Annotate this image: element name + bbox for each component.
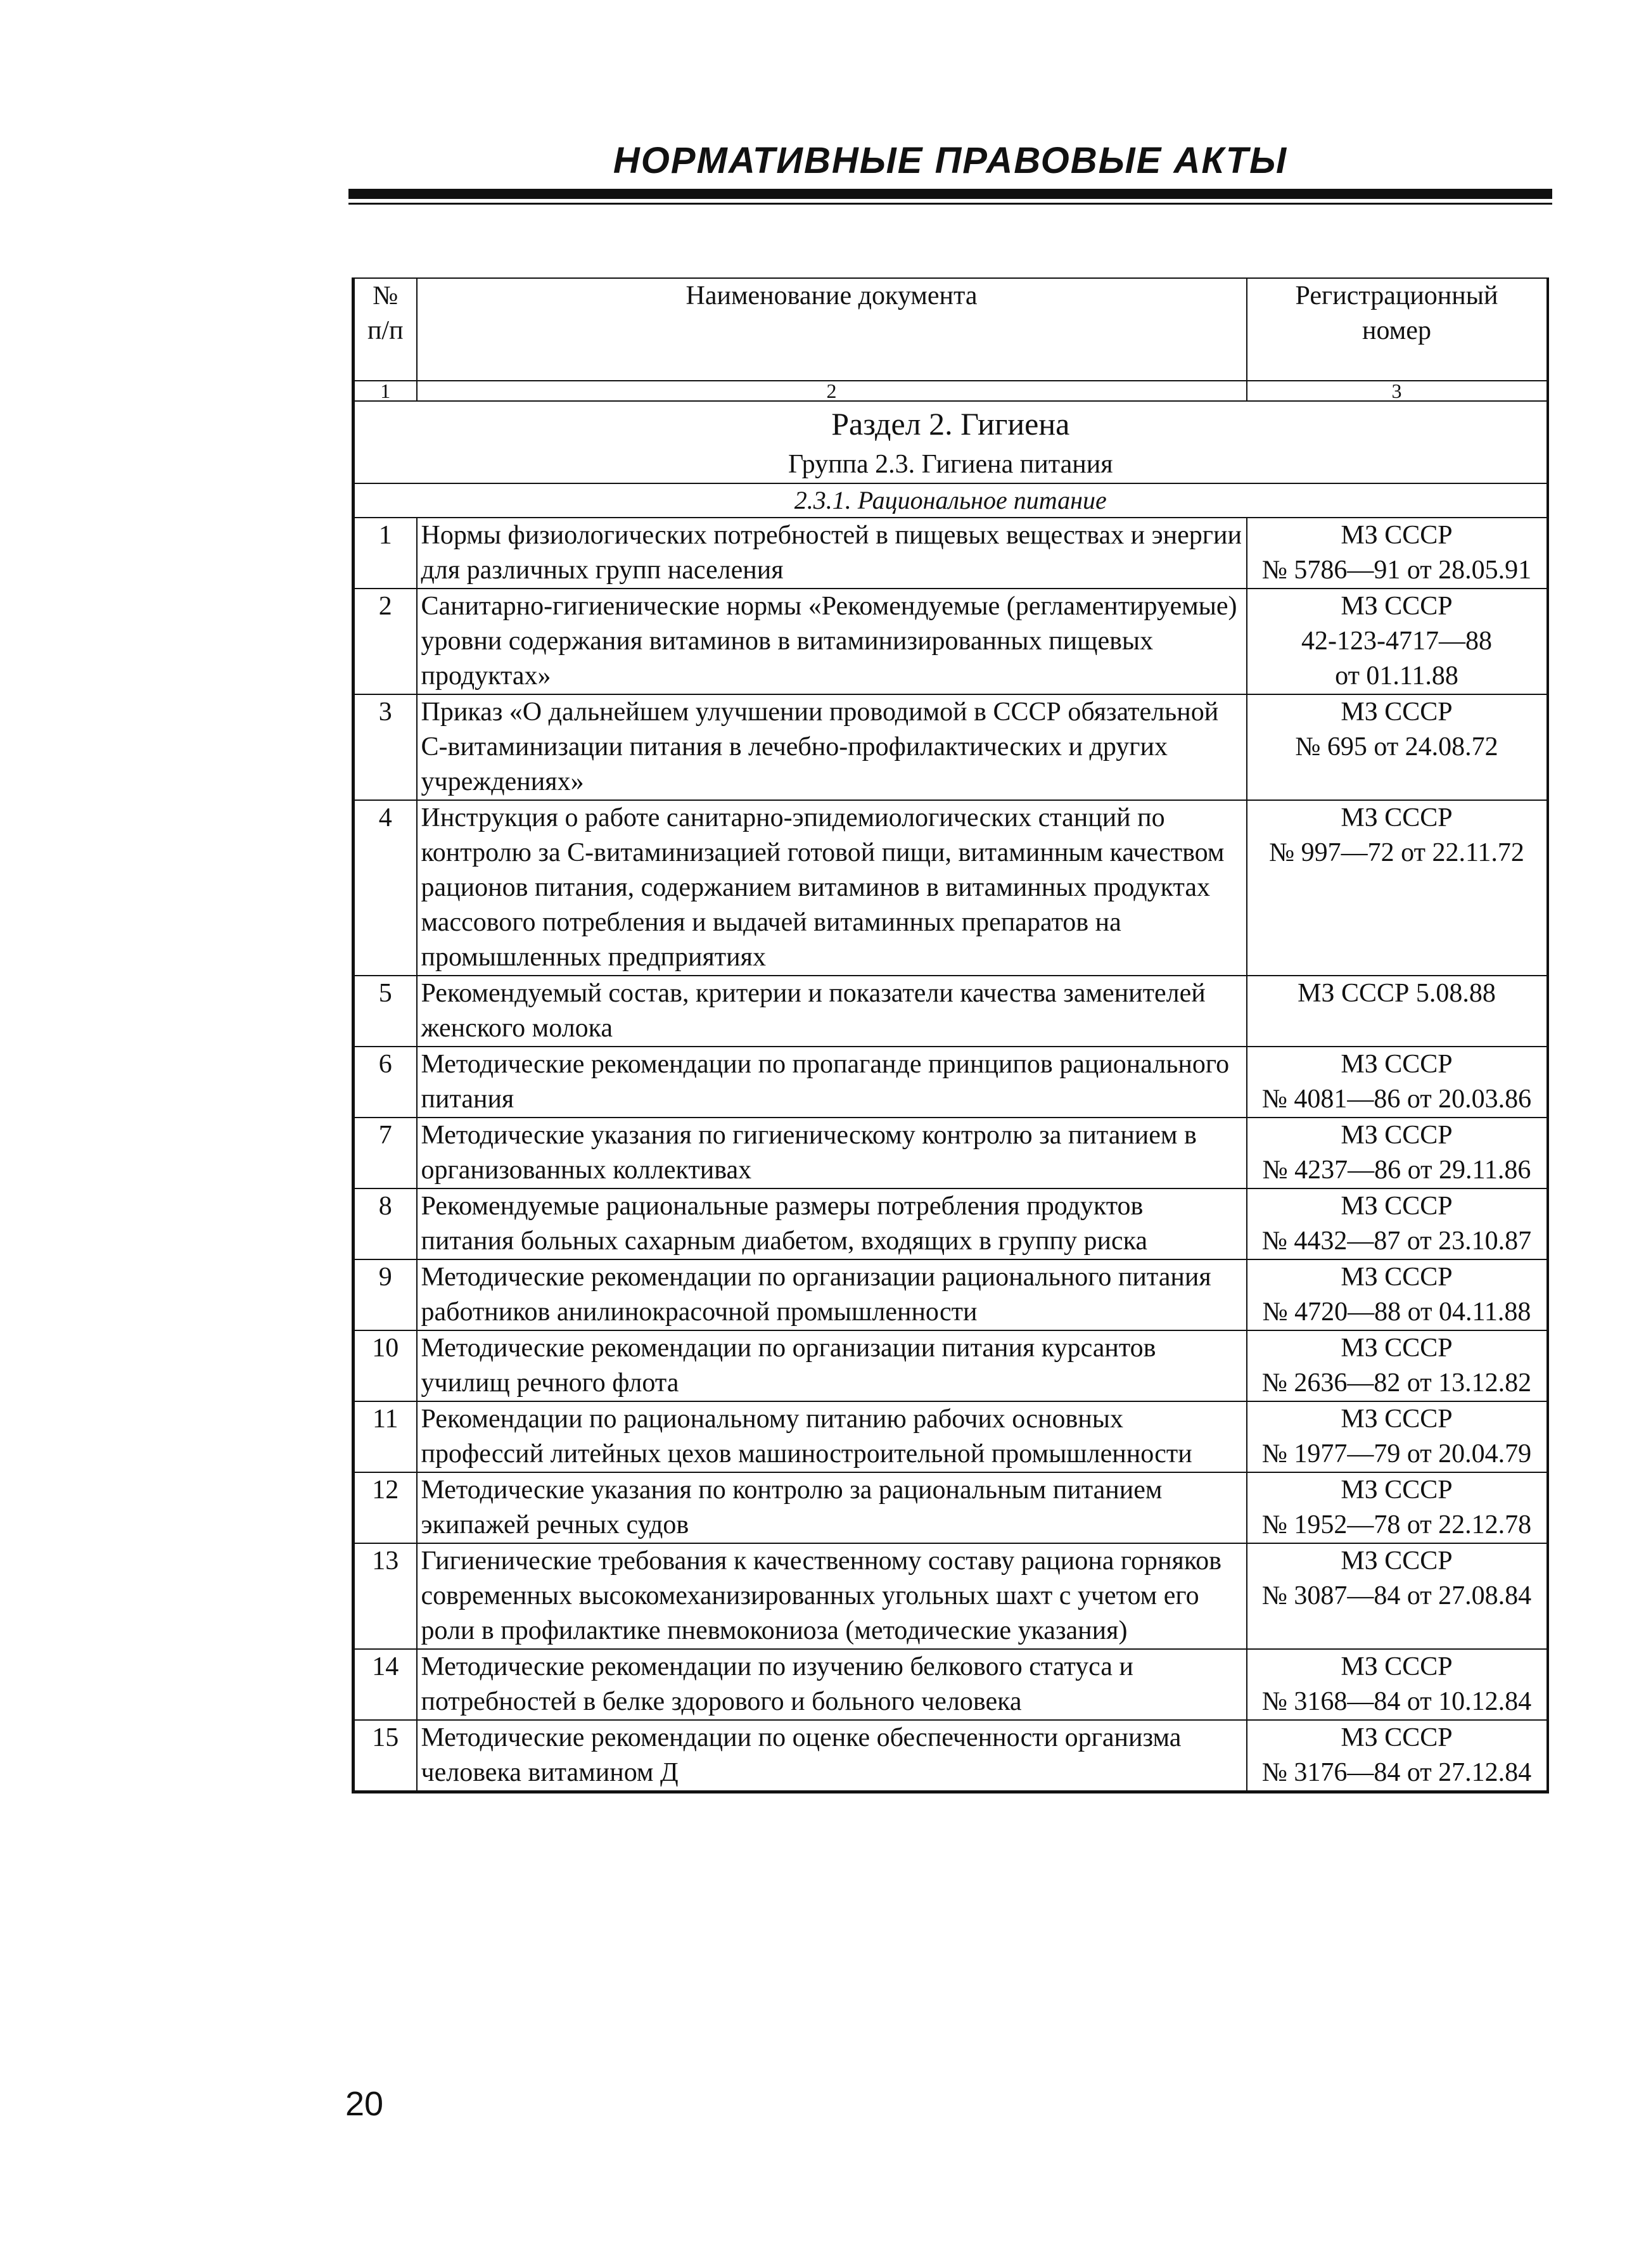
row-registration-number: МЗ СССР № 1977—79 от 20.04.79 (1247, 1401, 1548, 1472)
table-row (354, 1649, 1548, 1720)
row-registration-number: МЗ СССР № 3168—84 от 10.12.84 (1247, 1649, 1548, 1720)
header-rule-thin (348, 203, 1552, 205)
header-rule-thick (348, 189, 1552, 199)
row-document-name: Нормы физиологических потребностей в пищевых веществах и энергии для различных групп населения (417, 518, 1247, 589)
row-document-name: Инструкция о работе санитарно-эпидемиологических станций по контролю за С-витаминизацией готовой пищи, витаминным качеством рационов питания, содержанием витаминов в витаминных продуктах массового потребления и выдачей витаминных препаратов на промышленных предприятиях (417, 800, 1247, 976)
table-row (354, 1401, 1548, 1472)
row-number: 11 (354, 1401, 417, 1472)
table-row (354, 976, 1548, 1047)
documents-table (352, 277, 1549, 1793)
row-document-name: Приказ «О дальнейшем улучшении проводимой в СССР обязательной С-витаминизации питания в лечебно-профилактических и других учреждениях» (417, 694, 1247, 800)
row-number: 12 (354, 1472, 417, 1543)
row-number: 3 (354, 694, 417, 800)
row-document-name: Методические рекомендации по организации рационального питания работников анилинокрасочной промышленности (417, 1259, 1247, 1330)
table-row (354, 1259, 1548, 1330)
table-row (354, 694, 1548, 800)
row-document-name: Рекомендуемый состав, критерии и показатели качества заменителей женского молока (417, 976, 1247, 1047)
table-row (354, 589, 1548, 694)
column-header-name: Наименование документа (417, 278, 1247, 381)
row-registration-number: МЗ СССР № 4081—86 от 20.03.86 (1247, 1047, 1548, 1118)
table-header-row (354, 278, 1548, 381)
table-row (354, 1543, 1548, 1649)
row-document-name: Рекомендуемые рациональные размеры потребления продуктов питания больных сахарным диабетом, входящих в группу риска (417, 1188, 1247, 1259)
page-header-title: НОРМАТИВНЫЕ ПРАВОВЫЕ АКТЫ (613, 140, 1288, 181)
table-row (354, 1118, 1548, 1188)
row-registration-number: МЗ СССР № 695 от 24.08.72 (1247, 694, 1548, 800)
column-number-row (354, 381, 1548, 401)
row-registration-number: МЗ СССР № 4237—86 от 29.11.86 (1247, 1118, 1548, 1188)
documents-table-body (354, 278, 1548, 1792)
page-number: 20 (345, 2085, 384, 2123)
row-registration-number: МЗ СССР № 4720—88 от 04.11.88 (1247, 1259, 1548, 1330)
row-number: 10 (354, 1330, 417, 1401)
section-row (354, 401, 1548, 483)
row-registration-number: МЗ СССР № 3176—84 от 27.12.84 (1247, 1720, 1548, 1792)
row-number: 9 (354, 1259, 417, 1330)
column-number-1: 1 (354, 381, 417, 401)
row-number: 13 (354, 1543, 417, 1649)
row-document-name: Методические указания по гигиеническому контролю за питанием в организованных коллективах (417, 1118, 1247, 1188)
row-number: 15 (354, 1720, 417, 1792)
row-document-name: Рекомендации по рациональному питанию рабочих основных профессий литейных цехов машиностроительной промышленности (417, 1401, 1247, 1472)
row-registration-number: МЗ СССР 5.08.88 (1247, 976, 1548, 1047)
row-number: 6 (354, 1047, 417, 1118)
subgroup-row (354, 483, 1548, 518)
row-number: 7 (354, 1118, 417, 1188)
row-registration-number: МЗ СССР № 2636—82 от 13.12.82 (1247, 1330, 1548, 1401)
row-number: 5 (354, 976, 417, 1047)
row-document-name: Методические рекомендации по оценке обеспеченности организма человека витамином Д (417, 1720, 1247, 1792)
section-title: Раздел 2. Гигиена (831, 406, 1070, 442)
table-row (354, 1472, 1548, 1543)
table-row (354, 1720, 1548, 1792)
column-header-number: № п/п (354, 278, 417, 381)
row-number: 4 (354, 800, 417, 976)
row-number: 2 (354, 589, 417, 694)
column-number-2: 2 (417, 381, 1247, 401)
group-title: Группа 2.3. Гигиена питания (788, 450, 1113, 479)
column-header-reg: Регистрационный номер (1247, 278, 1548, 381)
row-number: 8 (354, 1188, 417, 1259)
row-document-name: Санитарно-гигиенические нормы «Рекомендуемые (регламентируемые) уровни содержания витаминов в витаминизированных пищевых продуктах» (417, 589, 1247, 694)
row-registration-number: МЗ СССР № 997—72 от 22.11.72 (1247, 800, 1548, 976)
subgroup-title: 2.3.1. Рациональное питание (354, 483, 1548, 518)
table-row (354, 1188, 1548, 1259)
row-document-name: Методические рекомендации по изучению белкового статуса и потребностей в белке здорового и больного человека (417, 1649, 1247, 1720)
row-document-name: Гигиенические требования к качественному составу рациона горняков современных высокомеханизированных угольных шахт с учетом его роли в профилактике пневмокониоза (методические указания) (417, 1543, 1247, 1649)
column-number-3: 3 (1247, 381, 1548, 401)
row-registration-number: МЗ СССР 42-123-4717—88 от 01.11.88 (1247, 589, 1548, 694)
row-registration-number: МЗ СССР № 3087—84 от 27.08.84 (1247, 1543, 1548, 1649)
table-row (354, 800, 1548, 976)
row-registration-number: МЗ СССР № 4432—87 от 23.10.87 (1247, 1188, 1548, 1259)
table-row (354, 1330, 1548, 1401)
row-number: 14 (354, 1649, 417, 1720)
row-number: 1 (354, 518, 417, 589)
row-registration-number: МЗ СССР № 5786—91 от 28.05.91 (1247, 518, 1548, 589)
table-row (354, 1047, 1548, 1118)
section-cell (354, 401, 1548, 483)
row-document-name: Методические рекомендации по организации питания курсантов училищ речного флота (417, 1330, 1247, 1401)
table-row (354, 518, 1548, 589)
row-document-name: Методические указания по контролю за рациональным питанием экипажей речных судов (417, 1472, 1247, 1543)
row-document-name: Методические рекомендации по пропаганде принципов рационального питания (417, 1047, 1247, 1118)
row-registration-number: МЗ СССР № 1952—78 от 22.12.78 (1247, 1472, 1548, 1543)
